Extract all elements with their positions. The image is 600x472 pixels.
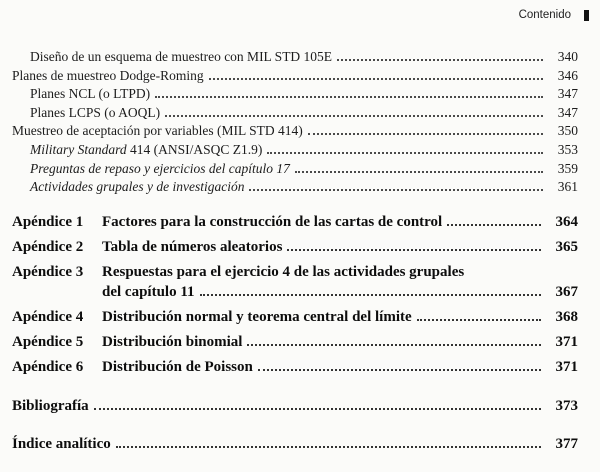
toc-entry-page: 347 [557, 86, 578, 102]
index-page: 377 [555, 436, 578, 452]
toc-entry-label [12, 142, 262, 158]
toc-entry-label: Muestreo de aceptación por variables (MIL STD 414) [12, 123, 303, 139]
appendix-entry [12, 307, 578, 327]
toc-entry-label: Planes LCPS (o AOQL) [30, 104, 161, 120]
toc-entry-page: 350 [557, 123, 578, 139]
bibliography-entry [12, 396, 578, 416]
appendix-title-line2-row [102, 282, 578, 302]
toc-entry-label-italic-part: Military Standard [30, 141, 127, 157]
appendix-entry [12, 262, 578, 302]
dot-leader [200, 294, 541, 296]
toc-entry [12, 68, 578, 87]
appendix-title-block [102, 262, 578, 302]
dot-leader [308, 133, 543, 135]
toc-entry [12, 105, 578, 124]
toc-entry-page: 361 [557, 179, 578, 195]
toc-entry-label-regular-part: 414 (ANSI/ASQC Z1.9) [126, 141, 263, 157]
appendix-title: Distribución binomial [102, 334, 243, 350]
running-header-title: Contenido [518, 9, 571, 21]
appendix-label: Apéndice 1 [12, 214, 84, 230]
section-marker-icon [584, 10, 589, 21]
toc-entry-label: Actividades grupales y de investigación [30, 179, 245, 195]
toc-entry-label: Diseño de un esquema de muestreo con MIL STD 105E [30, 49, 333, 64]
dot-leader [287, 249, 541, 251]
appendix-page: 371 [555, 334, 578, 350]
dot-leader [267, 152, 543, 154]
dot-leader [249, 189, 543, 191]
toc-entry [12, 49, 578, 68]
appendix-label: Apéndice 2 [12, 239, 84, 255]
toc-entry-page: 346 [557, 67, 578, 83]
appendix-page: 368 [555, 309, 578, 325]
appendix-page: 365 [555, 239, 578, 255]
dot-leader [447, 224, 541, 226]
appendix-label: Apéndice 3 [12, 264, 84, 280]
toc-entry-page: 353 [557, 141, 578, 157]
toc-entry-label: Preguntas de repaso y ejercicios del capítulo 17 [30, 160, 290, 176]
appendix-section [12, 212, 578, 382]
bibliography-label: Bibliografía [12, 398, 89, 414]
appendix-title-line2: del capítulo 11 [102, 284, 195, 300]
toc-entry [12, 86, 578, 105]
appendix-page: 367 [555, 284, 578, 300]
appendix-title: Tabla de números aleatorios [102, 239, 283, 255]
toc-entry [12, 123, 578, 142]
appendix-label: Apéndice 4 [12, 309, 84, 325]
dot-leader [258, 369, 541, 371]
dot-leader [337, 59, 543, 61]
toc-entry-page: 340 [557, 49, 578, 64]
dot-leader [247, 344, 541, 346]
appendix-title: Distribución normal y teorema central del límite [102, 309, 412, 325]
toc-entry-label: Planes de muestreo Dodge-Roming [12, 67, 204, 83]
dot-leader [295, 171, 543, 173]
appendix-page: 364 [555, 214, 578, 230]
bibliography-page: 373 [555, 398, 578, 414]
toc-entry [12, 142, 578, 161]
appendix-label: Apéndice 5 [12, 334, 84, 350]
appendix-title: Factores para la construcción de las cartas de control [102, 214, 443, 230]
toc-entry [12, 179, 578, 198]
appendix-entry [12, 212, 578, 232]
dot-leader [165, 115, 543, 117]
dot-leader [155, 96, 543, 98]
dot-leader [94, 408, 541, 410]
dot-leader [417, 319, 541, 321]
toc-entry-label: Planes NCL (o LTPD) [30, 86, 151, 102]
appendix-title: Distribución de Poisson [102, 359, 253, 375]
appendix-label: Apéndice 6 [12, 359, 84, 375]
index-entry [12, 434, 578, 454]
dot-leader [116, 446, 541, 448]
toc-entry [12, 161, 578, 180]
toc-entries-section [12, 49, 578, 198]
index-label: Índice analítico [12, 436, 111, 452]
dot-leader [209, 78, 543, 80]
toc-entry-page: 347 [557, 104, 578, 120]
toc-entry-page: 359 [557, 160, 578, 176]
running-header [519, 9, 589, 21]
back-matter-section [12, 396, 578, 454]
appendix-entry [12, 357, 578, 377]
appendix-entry [12, 332, 578, 352]
appendix-page: 371 [555, 359, 578, 375]
appendix-title-line1: Respuestas para el ejercicio 4 de las actividades grupales [102, 264, 465, 280]
appendix-entry [12, 237, 578, 257]
